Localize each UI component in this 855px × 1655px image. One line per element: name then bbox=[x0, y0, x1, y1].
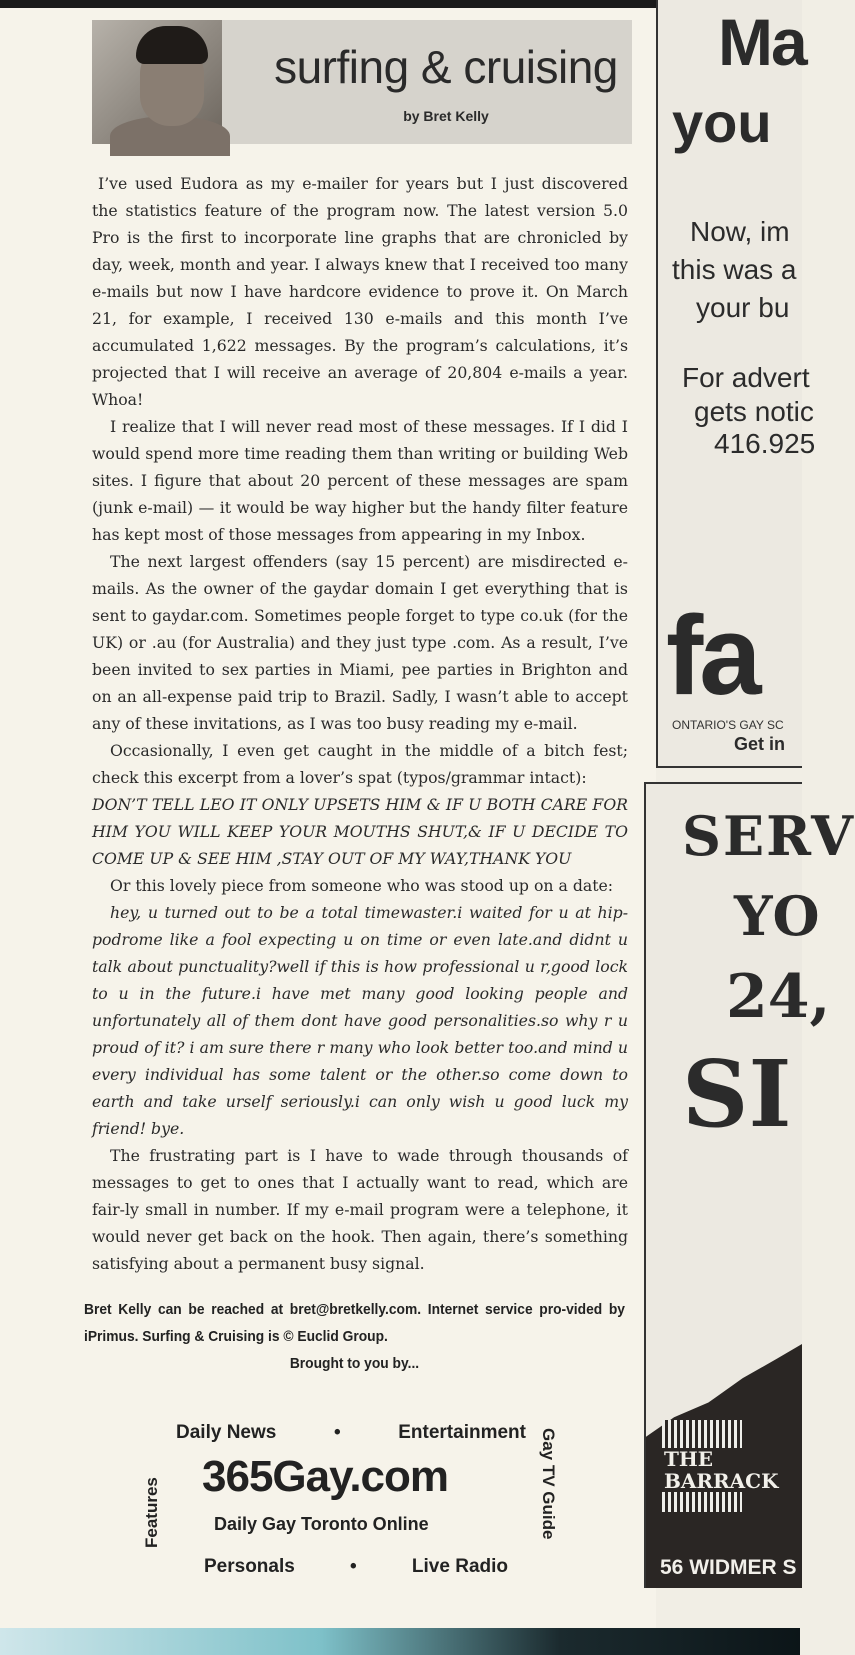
brought-by: Brought to you by... bbox=[289, 1355, 420, 1372]
ad-line: SI bbox=[682, 1040, 792, 1148]
quoted-email: hey, u turned out to be a total timewaster.i waited for u at hip-podrome like a fool expecting u on time or even late.and didnt u talk about punctuality?well if this is how professional u r,good lock to u in the future.i have met many good looking people and unfortunately all of them dont have good personalities.so why r u proud of it? i am sure there r many who look better too.and mind u every individual has some talent or the other.so come down to earth and take urself seriously.i can only wish u good luck my friend! bye. bbox=[92, 903, 628, 1138]
paragraph: The frustrating part is I have to wade through thousands of messages to get to ones that I actually want to read, which are fair-ly small in number. If my e-mail program were a telephone, it would never get back on the hook. Then again, there’s something satisfying about a permanent busy signal. bbox=[92, 1146, 628, 1273]
ad-right-bottom bbox=[644, 782, 855, 1588]
ad-headline-1: Ma bbox=[718, 5, 806, 79]
ad-line: YO bbox=[734, 884, 820, 948]
top-cut-band bbox=[0, 0, 656, 8]
ad-right-top bbox=[656, 0, 816, 768]
ad-personals: Personals bbox=[204, 1556, 295, 1577]
ad-address: 56 WIDMER S bbox=[660, 1556, 797, 1579]
author-portrait bbox=[92, 20, 222, 144]
ad-logo-fab: fa bbox=[666, 593, 758, 718]
ad-gay-tv-guide-vertical: Gay TV Guide bbox=[539, 1428, 558, 1540]
paragraph: Occasionally, I even get caught in the middle of a bitch fest; check this excerpt from a lover’s spat (typos/grammar intact): bbox=[92, 741, 628, 787]
column-header bbox=[92, 20, 632, 144]
ad-entertainment: Entertainment bbox=[398, 1422, 526, 1443]
ad-logo-365gay: 365Gay.com bbox=[202, 1452, 449, 1501]
credit-line: Bret Kelly can be reached at bret@bretkelly.com. Internet service pro-vided by iPrimus. Surfing & Cruising is © Euclid Group. bbox=[84, 1301, 625, 1345]
ad-features-vertical: Features bbox=[142, 1477, 161, 1548]
column-title: surfing & cruising bbox=[274, 41, 618, 93]
ad-line: gets notic bbox=[694, 396, 814, 427]
bullet: • bbox=[350, 1556, 357, 1577]
ad-line: SERV bbox=[682, 804, 855, 868]
ad-line: 24, bbox=[726, 962, 831, 1032]
ad-live-radio: Live Radio bbox=[411, 1556, 508, 1577]
ad-small-text: ONTARIO'S GAY SC bbox=[672, 718, 784, 732]
ad-tagline: Daily Gay Toronto Online bbox=[214, 1514, 429, 1534]
author-credits bbox=[84, 1296, 625, 1377]
column-byline: by Bret Kelly bbox=[403, 108, 489, 124]
ad-headline-2: you bbox=[672, 91, 772, 154]
quoted-email: DON’T TELL LEO IT ONLY UPSETS HIM & IF U BOTH CARE FOR HIM YOU WILL KEEP YOUR MOUTHS SHUT,& IF U DECIDE TO COME UP & SEE HIM ,STAY OUT OF MY WAY,THANK YOU bbox=[92, 795, 628, 868]
ad-line: your bu bbox=[696, 292, 790, 323]
ad-line: this was a bbox=[672, 254, 797, 285]
page-bottom-strip bbox=[0, 1628, 800, 1655]
paragraph: Or this lovely piece from someone who was stood up on a date: bbox=[110, 876, 614, 895]
paragraph: The next largest offenders (say 15 percent) are misdirected e-mails. As the owner of the gaydar domain I get everything that is sent to gaydar.com. Sometimes people forget to type co.uk (for the UK) or .au (for Australia) and they just type .com. As a result, I’ve been invited to sex parties in Miami, pee parties in Brighton and on an all-expense paid trip to Brazil. Sadly, I wasn’t able to accept any of these invitations, as I was too busy reading my e-mail. bbox=[92, 552, 628, 733]
ad-365gay bbox=[142, 1418, 580, 1583]
ad-line: Now, im bbox=[690, 216, 790, 247]
ad-phone: 416.925 bbox=[714, 428, 816, 459]
paragraph: I’ve used Eudora as my e-mailer for years but I just discovered the statistics feature of the program now. The latest version 5.0 Pro is the first to incorporate line graphs that are chronicled by day, week, month and year. I always knew that I received too many e-mails but now I have hardcore evidence to prove it. On March 21, for example, I received 130 e-mails and this month I’ve accumulated 1,622 messages. By the program’s calculations, it’s projected that I will receive an average of 20,804 e-mails a year. Whoa! bbox=[92, 174, 628, 409]
article-body bbox=[92, 170, 628, 1277]
ad-brand: THE BARRACK bbox=[662, 1448, 802, 1492]
ad-line: For advert bbox=[682, 362, 810, 393]
bullet: • bbox=[333, 1422, 341, 1443]
ad-cta: Get in bbox=[734, 734, 786, 754]
paragraph: I realize that I will never read most of these messages. If I did I would spend more time reading them than writing or building Web sites. I figure that about 20 percent of these messages are spam (junk e-mail) — it would be way higher but the handy filter feature has kept most of those messages from appearing in my Inbox. bbox=[92, 417, 628, 544]
ad-daily-news: Daily News bbox=[176, 1422, 277, 1443]
